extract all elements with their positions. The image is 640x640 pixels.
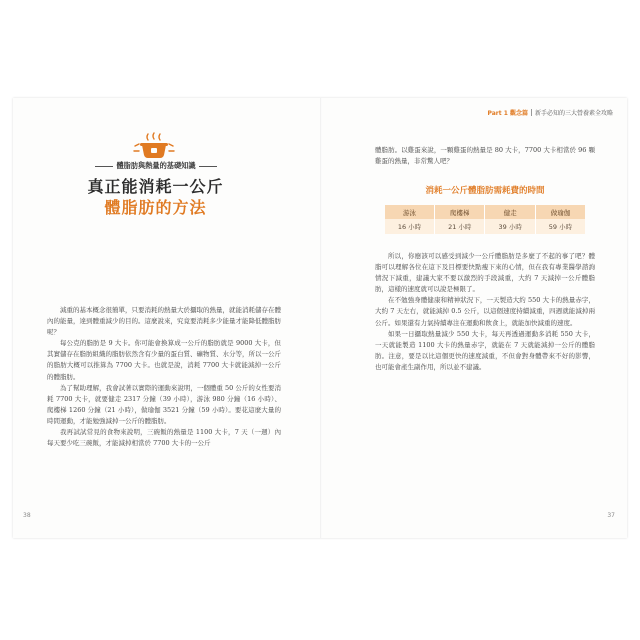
- table-cell: 16 小時: [385, 219, 435, 234]
- table-cell: 59 小時: [535, 219, 585, 234]
- right-body-text: [375, 251, 595, 373]
- paragraph: 為了幫助理解，我會試著以實際的運動來說明，一個體重 50 公斤的女性要消耗 7700 大卡，就要健走 2317 分鐘（39 小時），游泳 980 分鐘（16 小時）、爬樓梯 1260 分鐘（21 小時），做瑜伽 3521 分鐘（59 小時）。要花這麼大量的時間運動，才能勉強減掉一公斤的體脂肪。: [47, 383, 281, 425]
- right-top-text: [375, 145, 595, 167]
- table-cell: 21 小時: [435, 219, 485, 234]
- header-text: 新手必知的三大營養素全攻略: [534, 110, 613, 117]
- subtitle-text: 體脂肪與熱量的基礎知識: [116, 161, 196, 170]
- page-number-left: 38: [23, 512, 31, 519]
- left-body-text: [47, 305, 281, 449]
- title-line-1: 真正能消耗一公斤: [87, 177, 224, 196]
- book-spread: [13, 98, 627, 538]
- table-header-row: [385, 205, 585, 219]
- header-part: Part 1 觀念篇: [487, 110, 528, 117]
- table-header-cell: 健走: [485, 205, 535, 219]
- title-line-2: 體脂肪的方法: [104, 198, 207, 217]
- paragraph: 體脂肪。以雞蛋來說，一顆雞蛋的熱量是 80 大卡，7700 大卡相當於 96 顆雞蛋的熱量，非常驚人吧？: [375, 146, 595, 166]
- paragraph: 如果一日攝取熱量減少 550 大卡，每天再透過運動多消耗 550 大卡，一天就能製造 1100 大卡的熱量赤字，就能在 7 天就能減掉一公斤的體脂肪。注意，要是以比這個更快的速度減重，不但會對身體帶來不好的影響，也可能會產生副作用，所以並不建議。: [375, 329, 595, 371]
- paragraph: 我再試試常見的食物來說明，三碗飯的熱量是 1100 大卡，7 天（一週）內每天要少吃三碗飯，才能減掉相當於 7700 大卡的一公斤: [47, 428, 281, 448]
- page-number-right: 37: [607, 512, 615, 519]
- left-page: [13, 98, 320, 538]
- table-cell: 39 小時: [485, 219, 535, 234]
- subtitle-rule-right: [199, 166, 217, 167]
- running-header: [488, 108, 613, 117]
- cooking-pot-icon: [131, 132, 177, 160]
- paragraph: 在不勉強身體健康和精神狀況下，一天製造大約 550 大卡的熱量赤字，大約 7 天左右，就能減掉 0.5 公斤，以這個速度持續減重，四週就能減掉兩公斤。如果還有力氣持續專注在運動和飲食上，就能加快減重的速度。: [375, 296, 595, 327]
- header-separator: [531, 109, 532, 116]
- table-row: [385, 219, 585, 234]
- right-page: [322, 98, 627, 538]
- subtitle-rule-left: [95, 166, 113, 167]
- table-title: 消耗一公斤體脂肪需耗費的時間: [425, 186, 545, 196]
- burn-time-table: [385, 205, 585, 234]
- paragraph: 所以，你應該可以感受到減少一公斤體脂肪是多麼了不起的事了吧？體脂可以理解各位在這下及目標要快點瘦下來的心情，但在我有專業醫學諮詢情況下減重，建議大家不要以激烈的手段減重，大約 7 天減掉一公斤體脂肪，這樣的速度就可以說是極限了。: [375, 252, 595, 294]
- table-header-cell: 游泳: [385, 205, 435, 219]
- paragraph: 每公克的脂肪是 9 大卡。你可能會換算成一公斤的脂肪就是 9000 大卡，但其實儲存在脂肪組織的脂肪依然含有少量的蛋白質、礦物質、水分等，所以一公斤的脂肪大概可以推算為 7700 大卡。也就是說，消耗 7700 大卡就能減掉一公斤的體脂肪。: [47, 339, 281, 381]
- paragraph: 減重的基本概念很簡單，只要消耗的熱量大於攝取的熱量，就能消耗儲存在體內的能量，達到體重減少的目的。這麼說來，究竟要消耗多少能量才能降低體脂肪呢？: [47, 306, 281, 337]
- table-header-cell: 做瑜伽: [535, 205, 585, 219]
- table-header-cell: 爬樓梯: [435, 205, 485, 219]
- section-subtitle: [95, 161, 217, 171]
